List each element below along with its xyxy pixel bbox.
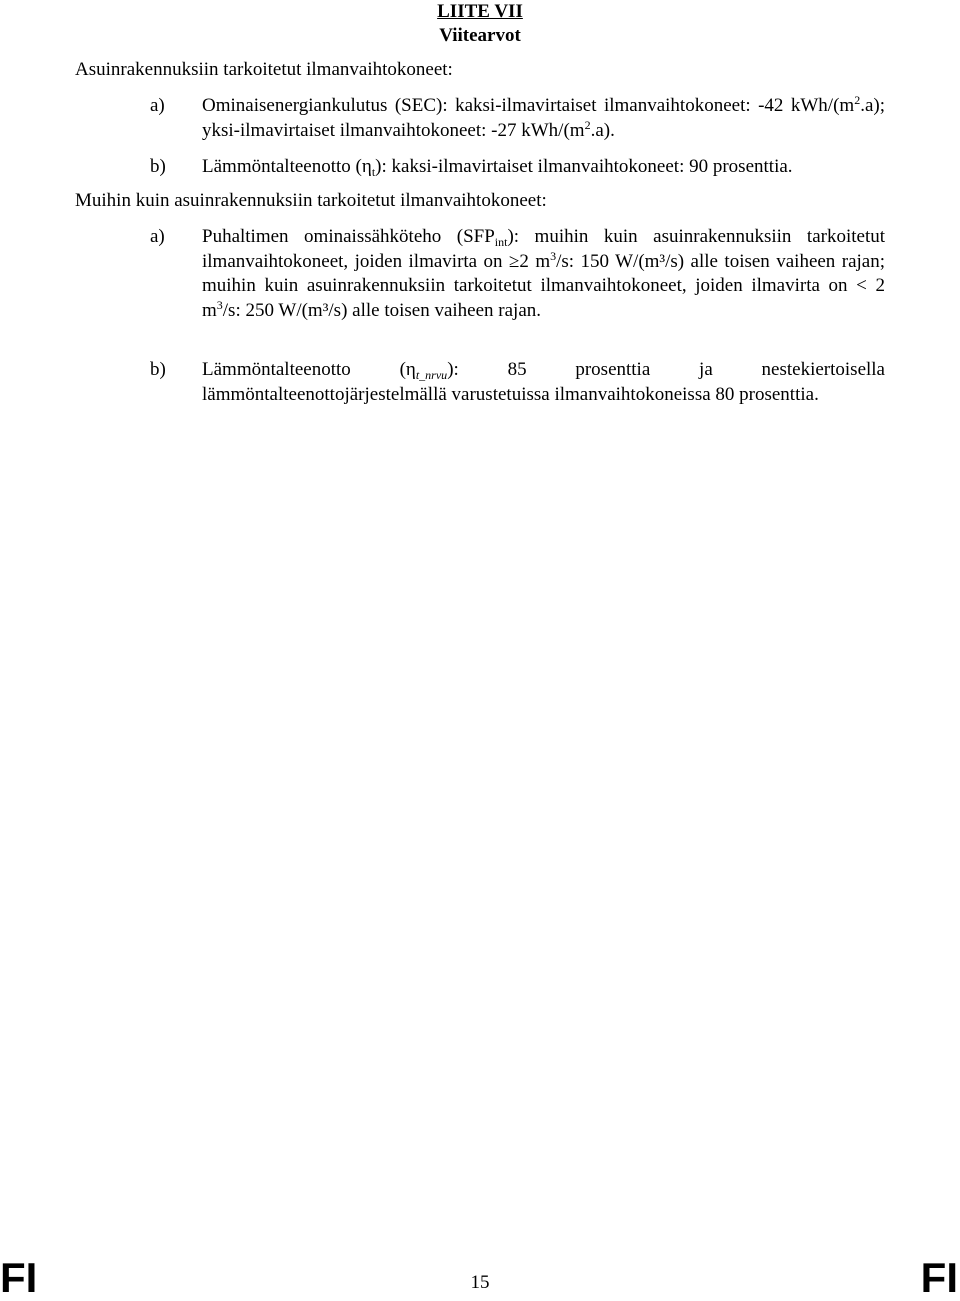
list-item-heat-recovery — [150, 155, 885, 180]
list-item-sfp — [150, 225, 885, 323]
list-item-sec — [150, 94, 885, 143]
list-marker: b) — [150, 156, 166, 177]
list-item-text: Puhaltimen ominaissähköteho $(SFP_{int})$: muihin kuin asuinrakennuksiin tarkoitetut ilmanvaihtokoneet, joiden ilmavirta on ≥2 $m^3/s$: 150 W/(m³/s) alle toisen vaiheen rajan; muihin kuin asuinrakennuksiin tarkoitetut ilmanvaihtokoneet, joiden ilmavirta on < 2 $m^3/s$: 250 W/(m³/s) alle toisen vaiheen rajan. — [202, 226, 886, 321]
footer-language-left: FI — [0, 1254, 38, 1301]
list-item-text: Ominaisenergiankulutus (SEC): kaksi-ilmavirtaiset ilmanvaihtokoneet: -42 kWh/$(m^2.a)$; yksi-ilmavirtaiset ilmanvaihtokoneet: -27 kWh/$(m^2.a)$. — [202, 93, 885, 141]
list-marker: a) — [150, 226, 165, 247]
footer-language-right: FI — [920, 1254, 958, 1301]
list-item-text: Lämmöntalteenotto $(\eta_t)$: kaksi-ilmavirtaiset ilmanvaihtokoneet: 90 prosenttia. — [202, 156, 793, 179]
list-marker: a) — [150, 95, 165, 116]
page-number: 15 — [470, 1272, 490, 1293]
annex-title: LIITE VII — [437, 1, 523, 22]
section-heading-nonresidential: Muihin kuin asuinrakennuksiin tarkoitetut ilmanvaihtokoneet: — [75, 190, 547, 211]
annex-header — [420, 0, 540, 48]
section-heading-residential: Asuinrakennuksiin tarkoitetut ilmanvaihtokoneet: — [75, 59, 453, 80]
list-item-heat-recovery-nrvu — [150, 358, 885, 407]
list-item-text: Lämmöntalteenotto $(\eta_{t\_nrvu})$: 85 prosenttia ja nestekiertoisella lämmöntalteenottojärjestelmällä varustetuissa ilmanvaihtokoneissa 80 prosenttia. — [202, 359, 885, 405]
annex-subtitle: Viitearvot — [439, 25, 521, 46]
list-marker: b) — [150, 359, 166, 380]
